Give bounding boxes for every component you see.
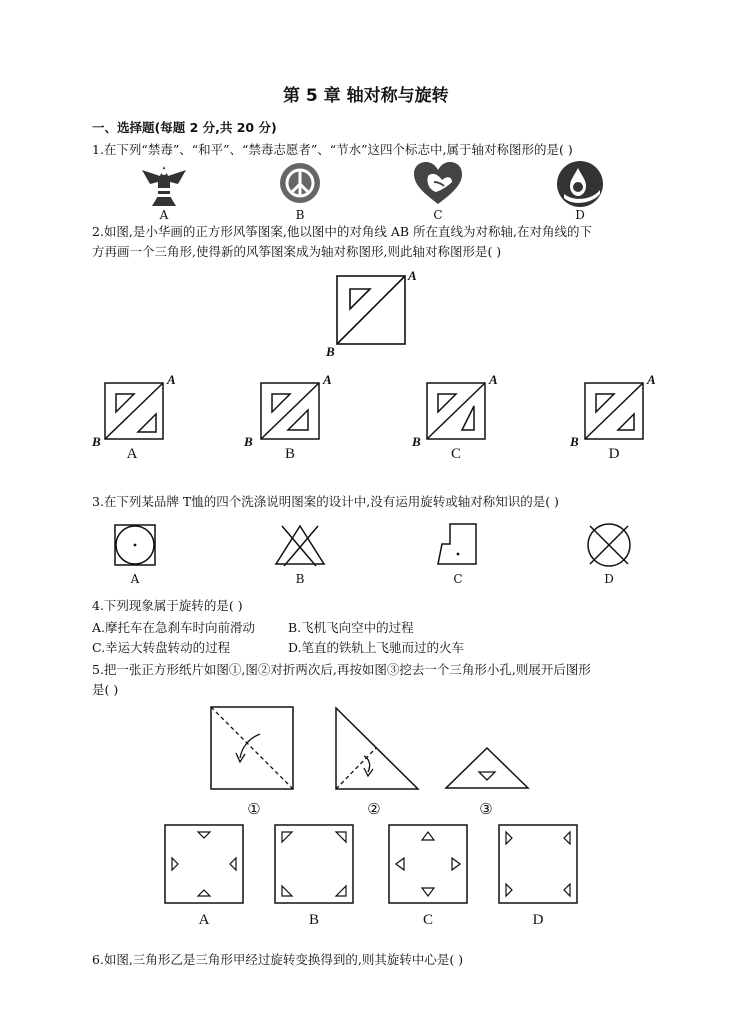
question-6-text: 6.如图,三角形乙是三角形甲经过旋转变换得到的,则其旋转中心是( )	[92, 952, 464, 967]
question-4-text: 4.下列现象属于旋转的是( )	[92, 598, 243, 613]
kite-point-a: A	[408, 268, 417, 283]
kite-option-b-point-a: A	[323, 372, 332, 387]
kite-option-b-figure	[260, 382, 320, 440]
question-5-text-line2: 是( )	[92, 682, 119, 697]
wash-symbol-a-icon	[114, 524, 156, 566]
kite-option-d-point-a: A	[647, 372, 656, 387]
fold-step-2-figure	[334, 706, 420, 790]
logo-anti-drug-icon	[140, 162, 188, 208]
fold-step-1-figure	[210, 706, 294, 790]
unfold-option-c-figure	[388, 824, 468, 904]
q5-option-a: A	[198, 912, 210, 928]
unfold-option-d-figure	[498, 824, 578, 904]
kite-option-c-figure	[426, 382, 486, 440]
kite-option-d-point-b: B	[570, 434, 579, 449]
q2-option-d: D	[608, 446, 620, 462]
kite-point-b: B	[326, 344, 335, 359]
question-5-text-line1: 5.把一张正方形纸片如图①,图②对折两次后,再按如图③挖去一个三角形小孔,则展开后图形	[92, 662, 591, 677]
unfold-option-a-figure	[164, 824, 244, 904]
q1-option-a: A	[159, 208, 169, 222]
q3-option-b: B	[295, 572, 305, 586]
question-2-text-line2: 方再画一个三角形,使得新的风筝图案成为轴对称图形,则此轴对称图形是( )	[92, 244, 502, 259]
logo-peace-icon	[279, 162, 321, 204]
kite-option-a-point-b: B	[92, 434, 101, 449]
q3-option-c: C	[453, 572, 463, 586]
q4-option-b: B.飞机飞向空中的过程	[288, 620, 414, 635]
q5-option-d: D	[532, 912, 544, 928]
kite-option-d-figure	[584, 382, 644, 440]
question-3-text: 3.在下列某品牌 T恤的四个洗涤说明图案的设计中,没有运用旋转或轴对称知识的是( )	[92, 494, 559, 509]
kite-option-c-point-a: A	[489, 372, 498, 387]
q2-option-a: A	[126, 446, 138, 462]
logo-volunteer-heart-icon	[412, 160, 464, 206]
page-title: 第 5 章 轴对称与旋转	[283, 86, 449, 106]
question-2-text-line1: 2.如图,是小华画的正方形风筝图案,他以图中的对角线 AB 所在直线为对称轴,在对角线的下	[92, 224, 593, 239]
kite-option-a-figure	[104, 382, 164, 440]
q3-option-d: D	[604, 572, 614, 586]
q4-option-c: C.幸运大转盘转动的过程	[92, 640, 231, 655]
logo-water-saving-icon	[556, 160, 604, 208]
q1-option-b: B	[295, 208, 305, 222]
q3-option-a: A	[130, 572, 140, 586]
section-heading: 一、选择题(每题 2 分,共 20 分)	[92, 120, 277, 135]
fold-step-3-label: ③	[479, 800, 493, 818]
question-1-text: 1.在下列“禁毒”、“和平”、“禁毒志愿者”、“节水”这四个标志中,属于轴对称图形的是( )	[92, 142, 573, 157]
q2-option-b: B	[284, 446, 295, 462]
wash-symbol-d-icon	[586, 522, 632, 568]
kite-option-a-point-a: A	[167, 372, 176, 387]
fold-step-1-label: ①	[247, 800, 261, 818]
q5-option-b: B	[308, 912, 319, 928]
unfold-option-b-figure	[274, 824, 354, 904]
q1-option-c: C	[433, 208, 443, 222]
fold-step-2-label: ②	[367, 800, 381, 818]
q4-option-d: D.笔直的铁轨上飞驰而过的火车	[288, 640, 465, 655]
kite-main-figure	[336, 275, 406, 345]
wash-symbol-b-icon	[272, 522, 328, 568]
kite-option-c-point-b: B	[412, 434, 421, 449]
q4-option-a: A.摩托车在急刹车时向前滑动	[92, 620, 256, 635]
q2-option-c: C	[450, 446, 461, 462]
q1-option-d: D	[575, 208, 585, 222]
kite-option-b-point-b: B	[244, 434, 253, 449]
wash-symbol-c-icon	[436, 522, 480, 566]
fold-step-3-figure	[444, 746, 530, 790]
q5-option-c: C	[422, 912, 433, 928]
